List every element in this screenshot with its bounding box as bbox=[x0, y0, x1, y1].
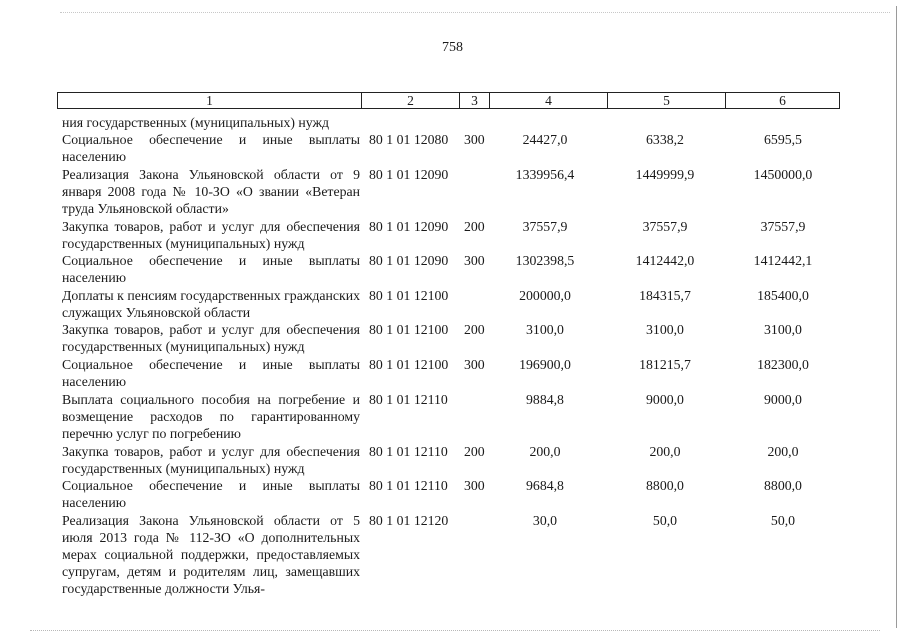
row-code: 80 1 01 12100 bbox=[369, 288, 449, 303]
row-code: 80 1 01 12110 bbox=[369, 392, 448, 407]
row-expense-type: 200 bbox=[464, 322, 485, 337]
row-code: 80 1 01 12100 bbox=[369, 322, 449, 337]
row-value-col6: 1412442,1 bbox=[753, 253, 813, 268]
row-value-col4: 24427,0 bbox=[522, 132, 568, 147]
row-value-col4: 37557,9 bbox=[522, 219, 568, 234]
row-value-col6: 182300,0 bbox=[757, 357, 809, 372]
row-expense-type: 300 bbox=[464, 253, 485, 268]
row-code: 80 1 01 12100 bbox=[369, 357, 449, 372]
row-expense-type: 200 bbox=[464, 444, 485, 459]
table-body bbox=[0, 110, 905, 640]
row-description: ния государственных (муниципальных) нужд bbox=[62, 115, 330, 130]
header-cell-col1: 1 bbox=[58, 93, 362, 108]
row-value-col5: 50,0 bbox=[652, 513, 678, 528]
row-value-col4: 200000,0 bbox=[519, 288, 571, 303]
row-value-col6: 200,0 bbox=[767, 444, 799, 459]
row-value-col4: 1302398,5 bbox=[515, 253, 575, 268]
header-cell-col6: 6 bbox=[779, 93, 786, 108]
row-value-col6: 6595,5 bbox=[764, 132, 802, 147]
row-description: Закупка товаров, работ и услуг для обеспечения государственных (муниципальных) нужд bbox=[62, 322, 360, 354]
row-code: 80 1 01 12110 bbox=[369, 444, 448, 459]
row-expense-type: 300 bbox=[464, 357, 485, 372]
table-header-row bbox=[57, 92, 840, 109]
row-description: Закупка товаров, работ и услуг для обеспечения государственных (муниципальных) нужд bbox=[62, 444, 360, 476]
row-value-col6: 3100,0 bbox=[764, 322, 802, 337]
row-value-col6: 8800,0 bbox=[764, 478, 802, 493]
row-description: Доплаты к пенсиям государственных гражданских служащих Ульяновской области bbox=[62, 288, 360, 320]
row-value-col5: 184315,7 bbox=[639, 288, 691, 303]
row-code: 80 1 01 12110 bbox=[369, 478, 448, 493]
row-value-col4: 3100,0 bbox=[526, 322, 564, 337]
row-value-col4: 196900,0 bbox=[519, 357, 571, 372]
row-description: Закупка товаров, работ и услуг для обеспечения государственных (муниципальных) нужд bbox=[62, 219, 360, 251]
page-number: 758 bbox=[442, 40, 463, 55]
row-value-col5: 8800,0 bbox=[646, 478, 684, 493]
row-value-col4: 9884,8 bbox=[526, 392, 564, 407]
row-description: Социальное обеспечение и иные выплаты населению bbox=[62, 132, 360, 164]
row-expense-type: 300 bbox=[464, 132, 485, 147]
row-expense-type: 200 bbox=[464, 219, 485, 234]
header-cell-col4: 4 bbox=[490, 93, 608, 108]
row-value-col6: 1450000,0 bbox=[753, 167, 813, 182]
row-value-col5: 1412442,0 bbox=[635, 253, 695, 268]
row-code: 80 1 01 12080 bbox=[369, 132, 449, 147]
row-value-col5: 9000,0 bbox=[646, 392, 684, 407]
row-description: Реализация Закона Ульяновской области от 5 июля 2013 года № 112-ЗО «О дополнительных мерах социальной поддержки, предоставляемых супругам, детям и родителям лиц, замещавших государственные должности Улья- bbox=[62, 513, 360, 596]
row-description: Выплата социального пособия на погребение и возмещение расходов по гарантированному перечню услуг по погребению bbox=[62, 392, 360, 441]
row-value-col5: 181215,7 bbox=[639, 357, 691, 372]
row-code: 80 1 01 12090 bbox=[369, 219, 449, 234]
row-code: 80 1 01 12120 bbox=[369, 513, 449, 528]
row-description: Социальное обеспечение и иные выплаты населению bbox=[62, 253, 360, 285]
row-value-col4: 1339956,4 bbox=[515, 167, 575, 182]
row-value-col5: 6338,2 bbox=[646, 132, 684, 147]
header-cell-col2: 2 bbox=[362, 93, 460, 108]
row-value-col6: 185400,0 bbox=[757, 288, 809, 303]
header-cell-col5: 5 bbox=[608, 93, 726, 108]
row-value-col4: 200,0 bbox=[529, 444, 561, 459]
row-description: Реализация Закона Ульяновской области от 9 января 2008 года № 10-ЗО «О звании «Ветеран труда Ульяновской области» bbox=[62, 167, 360, 216]
row-code: 80 1 01 12090 bbox=[369, 167, 449, 182]
row-expense-type: 300 bbox=[464, 478, 485, 493]
row-value-col4: 9684,8 bbox=[526, 478, 564, 493]
row-value-col6: 37557,9 bbox=[760, 219, 806, 234]
scan-artifact-top bbox=[60, 12, 890, 13]
header-cell-col3: 3 bbox=[460, 93, 490, 108]
row-value-col4: 30,0 bbox=[532, 513, 558, 528]
row-value-col5: 200,0 bbox=[649, 444, 681, 459]
row-description: Социальное обеспечение и иные выплаты населению bbox=[62, 357, 360, 389]
row-description: Социальное обеспечение и иные выплаты населению bbox=[62, 478, 360, 510]
row-value-col5: 37557,9 bbox=[642, 219, 688, 234]
row-value-col5: 3100,0 bbox=[646, 322, 684, 337]
row-value-col6: 9000,0 bbox=[764, 392, 802, 407]
row-value-col6: 50,0 bbox=[770, 513, 796, 528]
row-code: 80 1 01 12090 bbox=[369, 253, 449, 268]
row-value-col5: 1449999,9 bbox=[635, 167, 695, 182]
